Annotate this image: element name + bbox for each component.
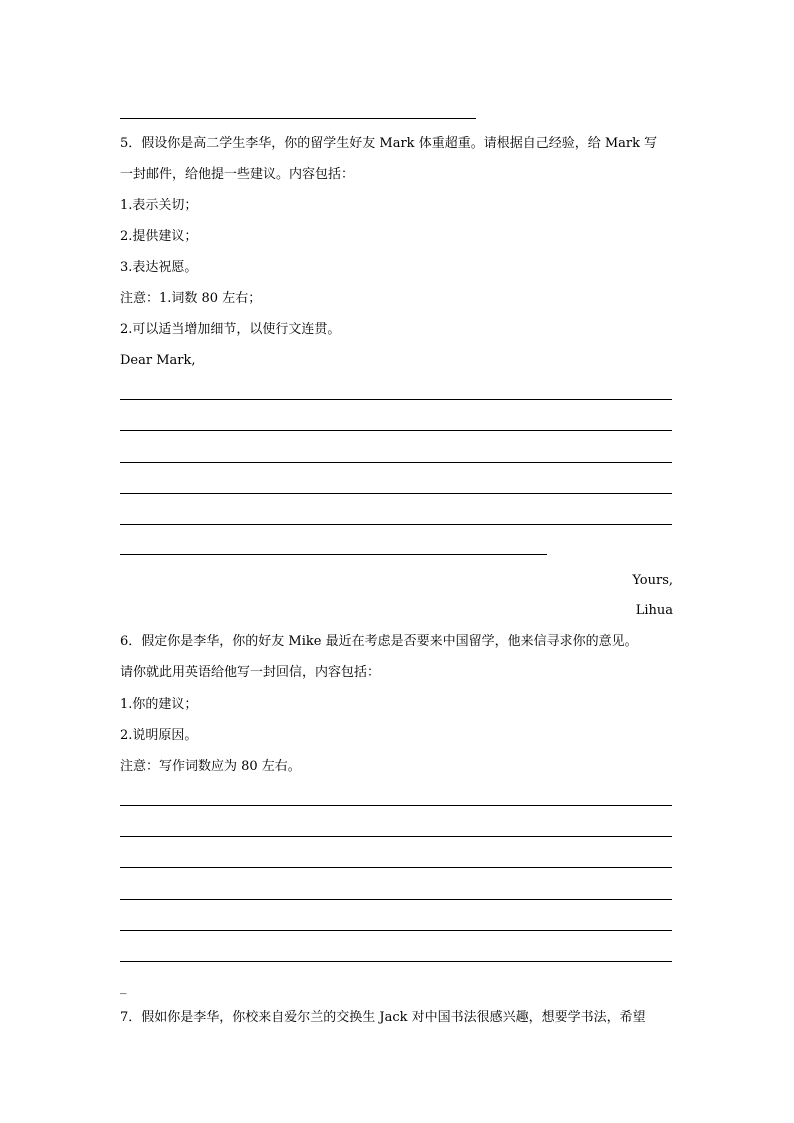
q5-answer-line <box>120 399 672 400</box>
q6-answer-line <box>120 867 672 868</box>
q5-answer-line <box>120 524 672 525</box>
q6-answer-line <box>120 805 672 806</box>
q6-answer-line <box>120 899 672 900</box>
q6-prompt-line1: 6．假定你是李华，你的好友 Mike 最近在考虑是否要来中国留学，他来信寻求你的意见。 <box>120 634 638 649</box>
answer-line-top <box>120 118 476 119</box>
q5-item-3: 3.表达祝愿。 <box>120 260 198 275</box>
q5-item-1: 1.表示关切； <box>120 198 198 213</box>
q5-prompt-line1: 5．假设你是高二学生李华，你的留学生好友 Mark 体重超重。请根据自己经验，给 Mark 写 <box>120 136 658 151</box>
q6-item-2: 2.说明原因。 <box>120 728 198 743</box>
q5-closing: Yours, <box>632 573 673 588</box>
q5-item-2: 2.提供建议； <box>120 229 198 244</box>
q5-answer-line <box>120 462 672 463</box>
q6-item-1: 1.你的建议； <box>120 697 198 712</box>
q6-note: 注意：写作词数应为 80 左右。 <box>120 759 301 774</box>
q5-answer-line <box>120 493 672 494</box>
q5-salutation: Dear Mark, <box>120 353 196 368</box>
q7-prompt-line1: 7．假如你是李华，你校来自爱尔兰的交换生 Jack 对中国书法很感兴趣，想要学书法，希望 <box>120 1010 646 1025</box>
q5-answer-line-short <box>120 554 547 555</box>
q5-answer-line <box>120 430 672 431</box>
q6-answer-line <box>120 961 672 962</box>
q6-trailing-dash: _ <box>120 980 127 995</box>
q5-signature: Lihua <box>635 603 673 618</box>
q5-note-1: 注意：1.词数 80 左右； <box>120 291 262 306</box>
q5-note-2: 2.可以适当增加细节，以使行文连贯。 <box>120 322 341 337</box>
q6-answer-line <box>120 836 672 837</box>
q6-prompt-line2: 请你就此用英语给他写一封回信，内容包括： <box>120 665 381 680</box>
q6-answer-line <box>120 930 672 931</box>
q5-prompt-line2: 一封邮件，给他提一些建议。内容包括： <box>120 167 355 182</box>
